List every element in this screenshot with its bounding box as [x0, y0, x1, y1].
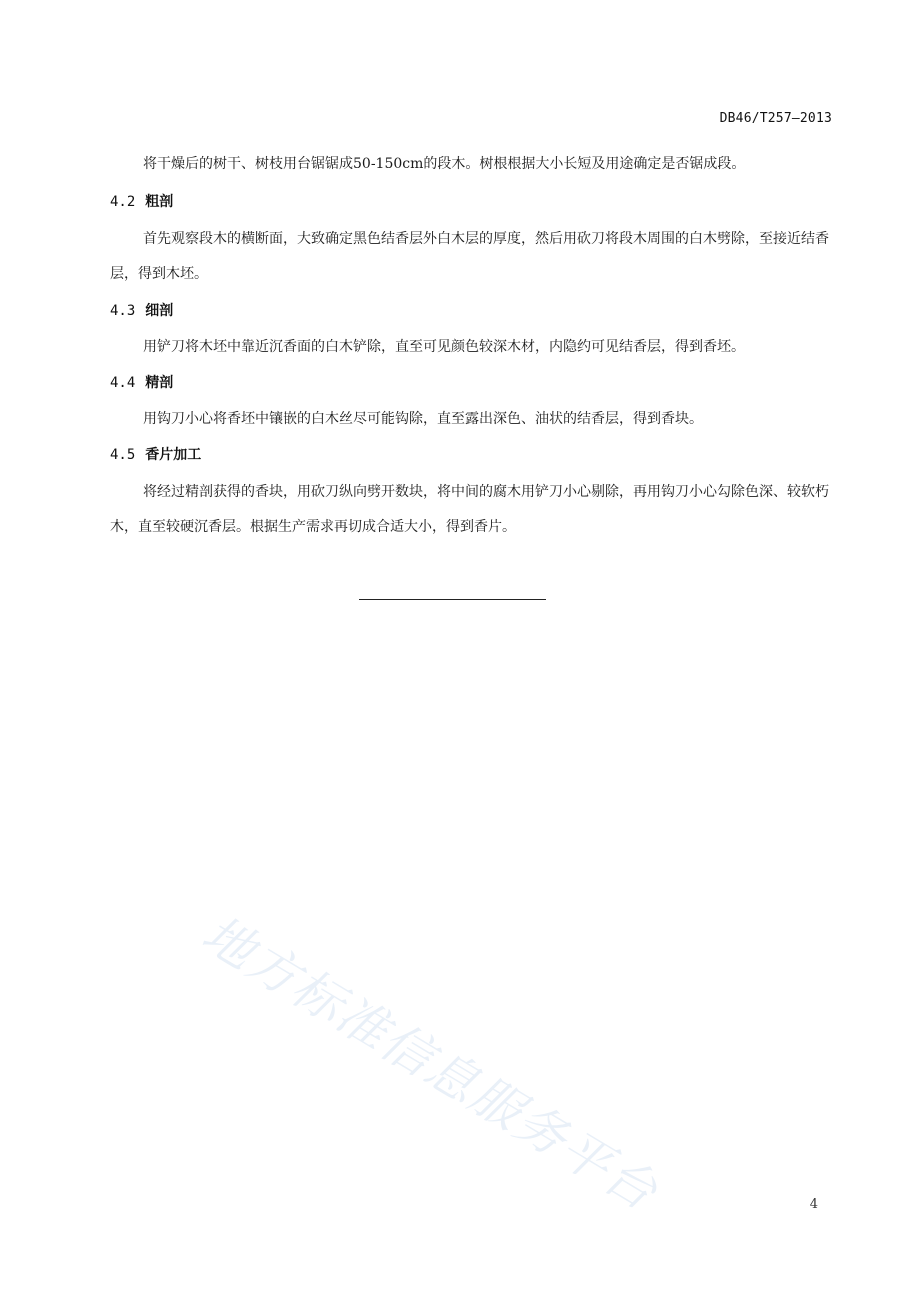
section-number: 4.4 [110, 375, 136, 391]
section-heading-4-3 [110, 301, 173, 321]
page-number: 4 [809, 1197, 818, 1212]
section-heading-4-4 [110, 373, 173, 393]
watermark: 地方标准信息服务平台 [192, 904, 669, 1222]
section-title: 精剖 [145, 375, 174, 391]
section-heading-4-5 [110, 445, 201, 465]
section-number: 4.5 [110, 447, 136, 463]
section-paragraph-4-5: 将经过精剖获得的香块，用砍刀纵向劈开数块，将中间的腐木用铲刀小心剔除，再用钩刀小心勾除色深、较软朽木，直至较硬沉香层。根据生产需求再切成合适大小，得到香片。 [110, 484, 829, 535]
section-paragraph-4-2: 首先观察段木的横断面，大致确定黑色结香层外白木层的厚度，然后用砍刀将段木周围的白木劈除，至接近结香层，得到木坯。 [110, 231, 829, 282]
section-intro-paragraph: 将干燥后的树干、树枝用台锯锯成50-150cm的段木。树根根据大小长短及用途确定是否锯成段。 [143, 156, 746, 172]
section-heading-4-2 [110, 192, 173, 212]
end-of-document-rule [359, 599, 546, 600]
section-paragraph-4-3: 用铲刀将木坯中靠近沉香面的白木铲除，直至可见颜色较深木材，内隐约可见结香层，得到香坯。 [143, 339, 745, 355]
section-number: 4.2 [110, 194, 136, 210]
section-number: 4.3 [110, 303, 136, 319]
section-title: 粗剖 [145, 194, 174, 210]
document-code: DB46/T257—2013 [719, 111, 832, 126]
section-title: 香片加工 [145, 447, 202, 463]
section-paragraph-4-4: 用钩刀小心将香坯中镶嵌的白木丝尽可能钩除，直至露出深色、油状的结香层，得到香块。 [143, 411, 703, 427]
section-title: 细剖 [145, 303, 174, 319]
